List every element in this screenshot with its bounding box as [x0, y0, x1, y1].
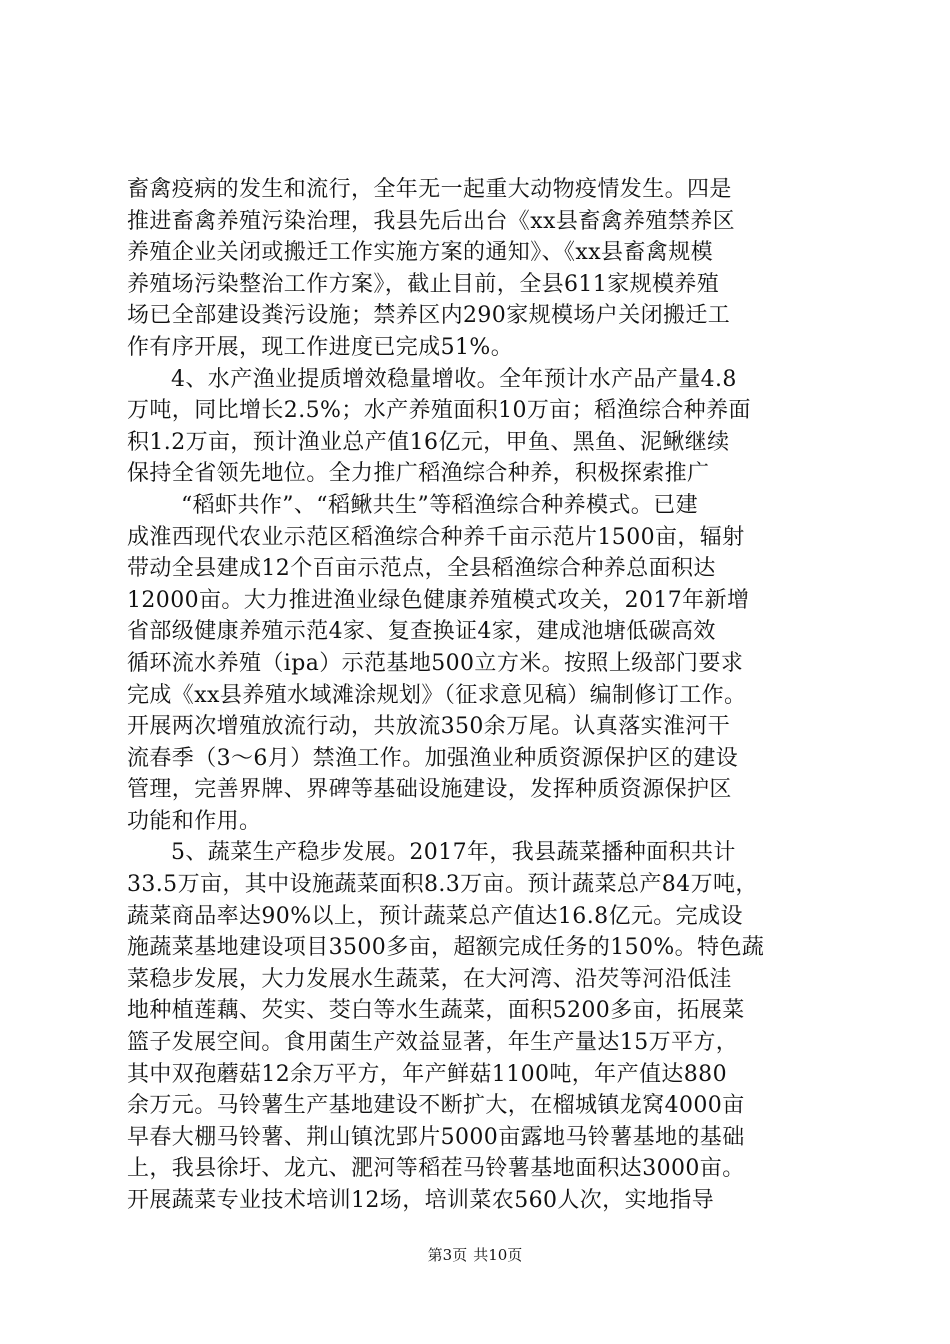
page-footer — [0, 1245, 950, 1265]
text-line: 功能和作用。 — [127, 808, 262, 834]
page-total: 共10页 — [473, 1246, 523, 1264]
text-line: 循环流水养殖（ipa）示范基地500立方米。按照上级部门要求 — [127, 650, 744, 676]
page-number: 第3页 — [427, 1246, 468, 1264]
text-line: 畜禽疫病的发生和流行，全年无一起重大动物疫情发生。四是 — [127, 177, 732, 202]
text-line: 其中双孢蘑菇12余万平方，年产鲜菇1100吨，年产值达880 — [127, 1061, 727, 1087]
text-line: 蔬菜商品率达90%以上，预计蔬菜总产值达16.8亿元。完成设 — [127, 903, 743, 929]
text-line: 开展两次增殖放流行动，共放流350余万尾。认真落实淮河干 — [127, 714, 731, 740]
text-line: 作有序开展，现工作进度已完成51%。 — [127, 334, 514, 360]
text-line: 施蔬菜基地建设项目3500多亩，超额完成任务的150%。特色蔬 — [127, 935, 765, 961]
paragraph-start-line: 5、蔬菜生产稳步发展。2017年，我县蔬菜播种面积共计 — [171, 840, 736, 866]
text-line: 万吨，同比增长2.5%；水产养殖面积10万亩；稻渔综合种养面 — [127, 398, 751, 424]
text-line: 篮子发展空间。食用菌生产效益显著，年生产量达15万平方， — [127, 1030, 739, 1056]
text-line: 推进畜禽养殖污染治理，我县先后出台《xx县畜禽养殖禁养区 — [127, 208, 736, 234]
text-line: 上，我县徐圩、龙亢、淝河等稻茬马铃薯基地面积达3000亩。 — [127, 1156, 745, 1182]
body-text — [127, 174, 839, 1217]
text-line: 早春大棚马铃薯、荆山镇沈郢片5000亩露地马铃薯基地的基础 — [127, 1124, 745, 1150]
text-line: 保持全省领先地位。全力推广稻渔综合种养，积极探索推广 — [127, 461, 710, 487]
text-line: 33.5万亩，其中设施蔬菜面积8.3万亩。预计蔬菜总产84万吨， — [127, 872, 758, 898]
text-line: 12000亩。大力推进渔业绿色健康养殖模式攻关，2017年新增 — [127, 587, 750, 613]
text-line: 完成《xx县养殖水域滩涂规划》（征求意见稿）编制修订工作。 — [127, 682, 747, 708]
text-line: 成淮西现代农业示范区稻渔综合种养千亩示范片1500亩，辐射 — [127, 524, 745, 550]
text-line: 地种植莲藕、芡实、茭白等水生蔬菜，面积5200多亩，拓展菜 — [127, 998, 745, 1024]
text-line: 省部级健康养殖示范4家、复查换证4家，建成池塘低碳高效 — [127, 619, 716, 645]
text-line: “稻虾共作”、“稻鳅共生”等稻渔综合种养模式。已建 — [181, 492, 698, 518]
text-line: 养殖场污染整治工作方案》，截止目前，全县611家规模养殖 — [127, 271, 720, 297]
text-line: 带动全县建成12个百亩示范点，全县稻渔综合种养总面积达 — [127, 556, 716, 582]
text-line: 菜稳步发展，大力发展水生蔬菜，在大河湾、沿芡等河沿低洼 — [127, 966, 732, 992]
text-line: 管理，完善界牌、界碑等基础设施建设，发挥种质资源保护区 — [127, 777, 732, 803]
text-line: 场已全部建设粪污设施；禁养区内290家规模场户关闭搬迁工 — [127, 303, 731, 329]
paragraph-start-line: 4、水产渔业提质增效稳量增收。全年预计水产品产量4.8 — [171, 366, 737, 392]
text-line: 积1.2万亩，预计渔业总产值16亿元，甲鱼、黑鱼、泥鳅继续 — [127, 429, 730, 455]
text-line: 流春季（3～6月）禁渔工作。加强渔业种质资源保护区的建设 — [127, 745, 739, 771]
text-line: 开展蔬菜专业技术培训12场，培训菜农560人次，实地指导 — [127, 1188, 715, 1213]
text-line: 养殖企业关闭或搬迁工作实施方案的通知》、《xx县畜禽规模 — [127, 240, 714, 266]
text-line: 余万元。马铃薯生产基地建设不断扩大，在榴城镇龙窝4000亩 — [127, 1093, 745, 1119]
